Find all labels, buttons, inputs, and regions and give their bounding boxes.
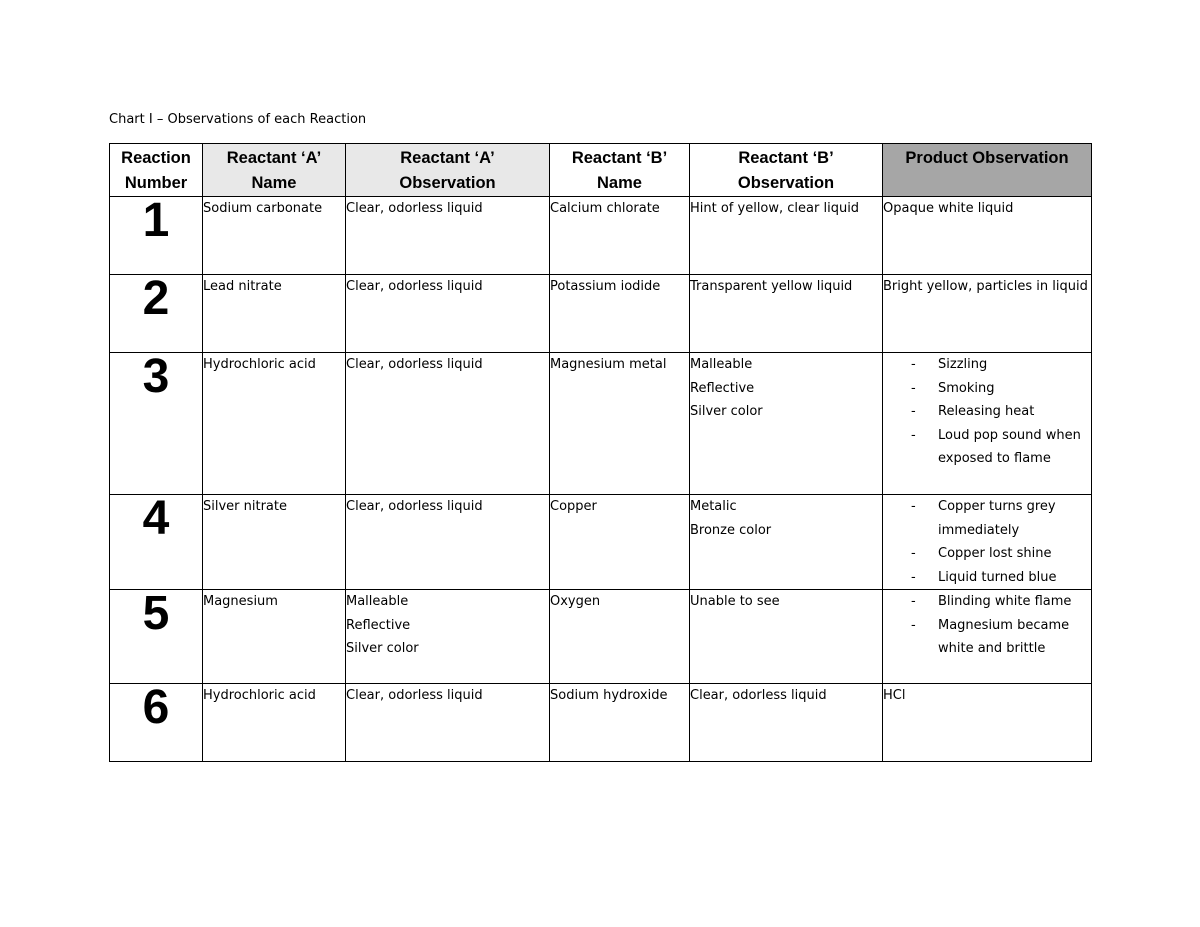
product-observation bbox=[883, 590, 1092, 684]
header-text: Number bbox=[124, 174, 188, 192]
list-item-text: Copper turns grey immediately bbox=[938, 499, 1056, 538]
list-item bbox=[883, 424, 1091, 471]
list-item bbox=[883, 614, 1091, 661]
cell-text: Sodium hydroxide bbox=[550, 688, 668, 703]
list-item-text: Blinding white flame bbox=[938, 594, 1072, 609]
header-reaction-number bbox=[110, 144, 203, 197]
list-item bbox=[883, 353, 1091, 377]
list-item-text: Liquid turned blue bbox=[938, 569, 1057, 585]
cell-text: Malleable bbox=[346, 594, 409, 609]
cell-text: Malleable bbox=[690, 357, 753, 372]
reactant-b-name bbox=[550, 495, 690, 590]
list-item-text: Copper lost shine bbox=[938, 546, 1052, 561]
header-text: Reactant ‘B’ bbox=[571, 149, 668, 167]
cell-text: Hint of yellow, clear liquid bbox=[690, 201, 860, 216]
cell-text: Hydrochloric acid bbox=[203, 688, 316, 703]
reactant-a-name bbox=[203, 275, 346, 353]
bullet-list bbox=[883, 353, 1091, 471]
table-row bbox=[110, 495, 1092, 590]
header-text: Reactant ‘B’ bbox=[738, 149, 834, 167]
bullet-dash: - bbox=[911, 569, 916, 585]
cell-text: Calcium chlorate bbox=[550, 201, 660, 216]
cell-text: Silver nitrate bbox=[203, 499, 287, 514]
observations-table bbox=[109, 143, 1092, 762]
header-text: Observation bbox=[737, 174, 835, 192]
reactant-a-name bbox=[203, 353, 346, 495]
header-text: Product Observation bbox=[905, 149, 1069, 167]
bullet-dash: - bbox=[911, 546, 916, 561]
product-observation bbox=[883, 353, 1092, 495]
header-text: Reactant ‘A’ bbox=[400, 149, 495, 167]
reactant-b-name bbox=[550, 590, 690, 684]
reaction-number: 6 bbox=[110, 684, 203, 762]
reactant-b-observation bbox=[690, 590, 883, 684]
cell-text: Transparent yellow liquid bbox=[690, 279, 853, 294]
product-observation bbox=[883, 197, 1092, 275]
list-item-text: Loud pop sound when exposed to flame bbox=[938, 427, 1081, 466]
reactant-a-name bbox=[203, 495, 346, 590]
cell-text: Hydrochloric acid bbox=[203, 357, 316, 372]
list-item bbox=[883, 495, 1091, 542]
cell-text: Clear, odorless liquid bbox=[690, 688, 827, 703]
header-text: Reactant ‘A’ bbox=[226, 149, 322, 167]
reactant-a-name bbox=[203, 197, 346, 275]
product-observation bbox=[883, 495, 1092, 590]
reactant-a-name bbox=[203, 684, 346, 762]
cell-text: Reflective bbox=[346, 617, 411, 633]
header-reactant-b-name bbox=[550, 144, 690, 197]
reactant-b-observation bbox=[690, 684, 883, 762]
list-item-text: Releasing heat bbox=[938, 404, 1035, 419]
cell-text: Silver color bbox=[690, 404, 763, 419]
product-observation bbox=[883, 684, 1092, 762]
reactant-b-name bbox=[550, 275, 690, 353]
chart-caption: Chart I – Observations of each Reaction bbox=[109, 112, 367, 127]
reactant-a-observation bbox=[346, 495, 550, 590]
bullet-dash: - bbox=[911, 404, 916, 419]
reactant-a-observation bbox=[346, 590, 550, 684]
bullet-dash: - bbox=[911, 617, 916, 633]
bullet-dash: - bbox=[911, 380, 916, 396]
reactant-b-observation bbox=[690, 495, 883, 590]
bullet-dash: - bbox=[911, 427, 916, 443]
list-item-text: Magnesium became white and brittle bbox=[938, 617, 1070, 656]
reactant-b-observation bbox=[690, 275, 883, 353]
list-item bbox=[883, 566, 1091, 590]
cell-text: Copper bbox=[550, 499, 597, 514]
bullet-list bbox=[883, 495, 1091, 589]
header-reactant-a-observation bbox=[346, 144, 550, 197]
cell-text: Clear, odorless liquid bbox=[346, 201, 483, 216]
reactant-a-observation bbox=[346, 684, 550, 762]
reactant-b-observation bbox=[690, 353, 883, 495]
list-item bbox=[883, 590, 1091, 614]
cell-text: Bronze color bbox=[690, 522, 772, 538]
cell-text: Clear, odorless liquid bbox=[346, 357, 483, 372]
cell-text: Unable to see bbox=[690, 594, 780, 609]
reaction-number: 3 bbox=[110, 353, 203, 495]
table-row bbox=[110, 197, 1092, 275]
cell-text: Metalic bbox=[690, 499, 737, 514]
cell-text: Clear, odorless liquid bbox=[346, 279, 483, 294]
cell-text: Silver color bbox=[346, 641, 419, 656]
reactant-b-name bbox=[550, 353, 690, 495]
reaction-number: 2 bbox=[110, 275, 203, 353]
cell-text: Sodium carbonate bbox=[203, 201, 323, 216]
product-observation bbox=[883, 275, 1092, 353]
cell-text: Magnesium bbox=[203, 594, 278, 609]
header-text: Name bbox=[597, 174, 642, 192]
reaction-number: 5 bbox=[110, 590, 203, 684]
reactant-a-observation bbox=[346, 275, 550, 353]
cell-text: HCl bbox=[883, 688, 906, 703]
cell-text: Magnesium metal bbox=[550, 357, 667, 372]
bullet-dash: - bbox=[911, 594, 916, 609]
list-item-text: Sizzling bbox=[938, 357, 988, 372]
cell-text: Lead nitrate bbox=[203, 279, 282, 294]
reaction-number: 4 bbox=[110, 495, 203, 590]
header-text: Observation bbox=[399, 174, 496, 192]
cell-text: Opaque white liquid bbox=[883, 201, 1014, 216]
bullet-list bbox=[883, 590, 1091, 661]
header-text: Reaction bbox=[121, 149, 191, 167]
list-item bbox=[883, 377, 1091, 401]
list-item bbox=[883, 400, 1091, 424]
cell-text: Clear, odorless liquid bbox=[346, 688, 483, 703]
list-item bbox=[883, 542, 1091, 566]
bullet-dash: - bbox=[911, 357, 916, 372]
cell-text: Potassium iodide bbox=[550, 279, 661, 294]
table-row bbox=[110, 353, 1092, 495]
table-row bbox=[110, 590, 1092, 684]
reaction-number: 1 bbox=[110, 197, 203, 275]
list-item-text: Smoking bbox=[938, 380, 995, 396]
bullet-dash: - bbox=[911, 499, 916, 514]
cell-text: Bright yellow, particles in liquid bbox=[883, 279, 1088, 294]
reactant-b-name bbox=[550, 197, 690, 275]
table-row bbox=[110, 275, 1092, 353]
header-text: Name bbox=[251, 174, 297, 192]
header-row bbox=[110, 144, 1092, 197]
reactant-b-name bbox=[550, 684, 690, 762]
header-reactant-a-name bbox=[203, 144, 346, 197]
cell-text: Clear, odorless liquid bbox=[346, 499, 483, 514]
reactant-b-observation bbox=[690, 197, 883, 275]
header-product-observation bbox=[883, 144, 1092, 197]
reactant-a-observation bbox=[346, 197, 550, 275]
reactant-a-name bbox=[203, 590, 346, 684]
table-row bbox=[110, 684, 1092, 762]
cell-text: Oxygen bbox=[550, 594, 601, 609]
reactant-a-observation bbox=[346, 353, 550, 495]
cell-text: Reflective bbox=[690, 380, 755, 396]
header-reactant-b-observation bbox=[690, 144, 883, 197]
